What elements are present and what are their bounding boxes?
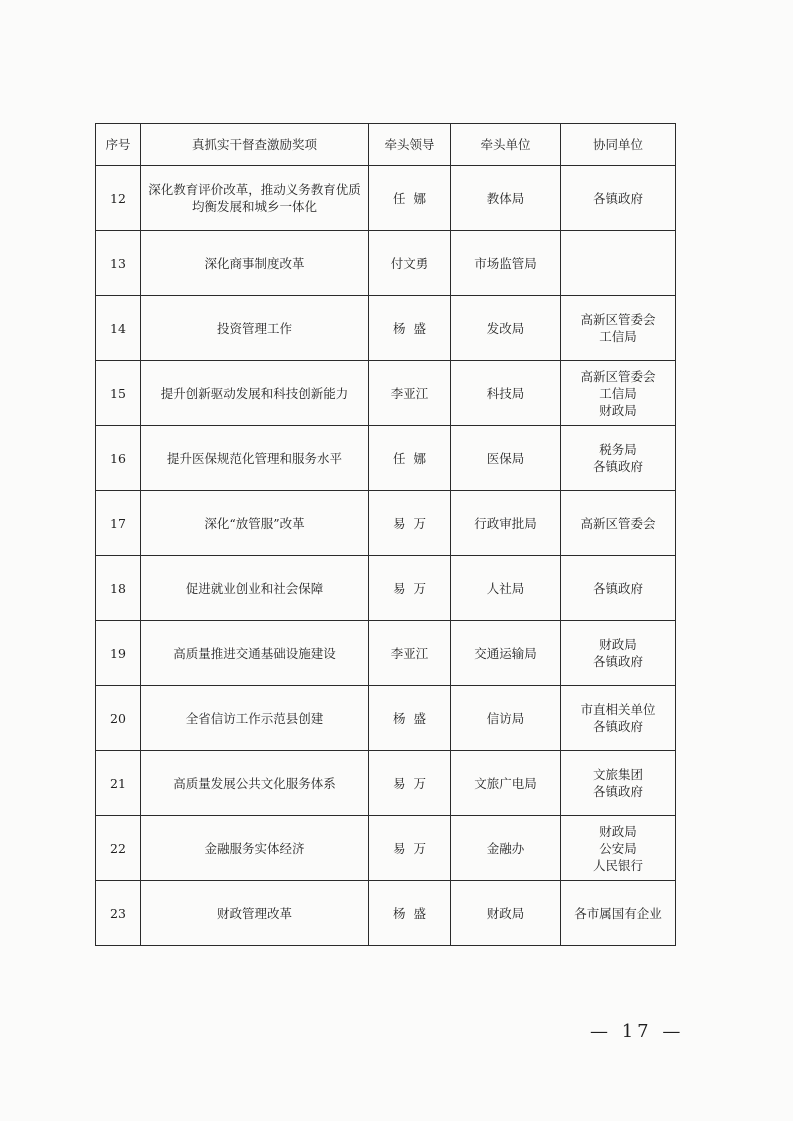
row-award-item: 深化教育评价改革，推动义务教育优质均衡发展和城乡一体化 — [141, 166, 369, 231]
coop-unit-line: 公安局 — [599, 840, 637, 856]
row-lead-unit: 财政局 — [451, 881, 561, 946]
row-lead-leader: 杨 盛 — [369, 686, 451, 751]
row-lead-leader: 杨 盛 — [369, 296, 451, 361]
row-lead-leader: 付文勇 — [369, 231, 451, 296]
coop-unit-line: 工信局 — [599, 385, 637, 401]
coop-unit-line: 各镇政府 — [592, 784, 643, 799]
row-serial: 23 — [96, 881, 141, 946]
coop-unit-line: 文旅集团 — [592, 767, 643, 782]
row-coop-unit — [561, 426, 676, 491]
coop-unit-line: 各镇政府 — [592, 719, 643, 734]
coop-unit-line: 财政局 — [599, 402, 637, 418]
header-coop-unit: 协同单位 — [561, 124, 676, 166]
row-serial: 12 — [96, 166, 141, 231]
row-serial: 22 — [96, 816, 141, 881]
table-row — [96, 491, 676, 556]
coop-unit-line: 各镇政府 — [592, 190, 643, 206]
row-coop-unit — [561, 556, 676, 621]
coop-unit-line: 市直相关单位 — [580, 702, 656, 717]
row-award-item: 高质量推进交通基础设施建设 — [141, 621, 369, 686]
row-lead-unit: 医保局 — [451, 426, 561, 491]
row-lead-leader: 李亚江 — [369, 361, 451, 426]
incentive-award-table — [95, 123, 676, 946]
row-serial: 15 — [96, 361, 141, 426]
row-coop-unit — [561, 621, 676, 686]
row-award-item: 提升医保规范化管理和服务水平 — [141, 426, 369, 491]
row-coop-unit — [561, 881, 676, 946]
row-coop-unit — [561, 166, 676, 231]
row-serial: 17 — [96, 491, 141, 556]
row-lead-leader: 杨 盛 — [369, 881, 451, 946]
row-lead-unit: 信访局 — [451, 686, 561, 751]
table-body — [96, 166, 676, 946]
row-award-item: 深化“放管服”改革 — [141, 491, 369, 556]
row-lead-unit: 市场监管局 — [451, 231, 561, 296]
row-lead-unit: 金融办 — [451, 816, 561, 881]
row-award-item: 深化商事制度改革 — [141, 231, 369, 296]
row-award-item: 高质量发展公共文化服务体系 — [141, 751, 369, 816]
coop-unit-line: 各镇政府 — [592, 654, 643, 669]
row-lead-unit: 行政审批局 — [451, 491, 561, 556]
coop-unit-line: 高新区管委会 — [580, 368, 656, 384]
coop-unit-line: 各镇政府 — [592, 580, 643, 596]
table-row — [96, 881, 676, 946]
table-row — [96, 751, 676, 816]
row-lead-unit: 教体局 — [451, 166, 561, 231]
coop-unit-line: 各镇政府 — [592, 459, 643, 474]
row-coop-unit — [561, 231, 676, 296]
header-serial: 序号 — [96, 124, 141, 166]
row-lead-leader: 易 万 — [369, 556, 451, 621]
table-row — [96, 231, 676, 296]
row-coop-unit — [561, 816, 676, 881]
row-award-item: 投资管理工作 — [141, 296, 369, 361]
row-award-item: 财政管理改革 — [141, 881, 369, 946]
row-lead-unit: 人社局 — [451, 556, 561, 621]
coop-unit-line: 人民银行 — [592, 857, 643, 873]
row-coop-unit — [561, 296, 676, 361]
table-row — [96, 621, 676, 686]
row-award-item: 促进就业创业和社会保障 — [141, 556, 369, 621]
row-lead-leader: 易 万 — [369, 491, 451, 556]
coop-unit-line: 高新区管委会 — [580, 515, 656, 531]
table-header-row — [96, 124, 676, 166]
coop-unit-line: 高新区管委会 — [580, 312, 656, 327]
row-lead-unit: 科技局 — [451, 361, 561, 426]
row-serial: 19 — [96, 621, 141, 686]
row-lead-leader: 易 万 — [369, 751, 451, 816]
header-lead-unit: 牵头单位 — [451, 124, 561, 166]
coop-unit-line: 各市属国有企业 — [574, 905, 662, 921]
row-coop-unit — [561, 361, 676, 426]
row-serial: 13 — [96, 231, 141, 296]
row-serial: 18 — [96, 556, 141, 621]
row-lead-leader: 易 万 — [369, 816, 451, 881]
table-row — [96, 361, 676, 426]
row-serial: 14 — [96, 296, 141, 361]
table-row — [96, 556, 676, 621]
table-row — [96, 296, 676, 361]
row-coop-unit — [561, 491, 676, 556]
row-lead-leader: 任 娜 — [369, 166, 451, 231]
header-award-item: 真抓实干督查激励奖项 — [141, 124, 369, 166]
coop-unit-line: 财政局 — [599, 823, 637, 839]
row-coop-unit — [561, 751, 676, 816]
table-row — [96, 686, 676, 751]
row-lead-leader: 李亚江 — [369, 621, 451, 686]
row-award-item: 金融服务实体经济 — [141, 816, 369, 881]
table-row — [96, 166, 676, 231]
row-award-item: 提升创新驱动发展和科技创新能力 — [141, 361, 369, 426]
row-lead-unit: 交通运输局 — [451, 621, 561, 686]
row-serial: 16 — [96, 426, 141, 491]
row-lead-leader: 任 娜 — [369, 426, 451, 491]
page-number: — 17 — — [590, 1021, 685, 1042]
row-lead-unit: 文旅广电局 — [451, 751, 561, 816]
row-serial: 20 — [96, 686, 141, 751]
table-row — [96, 816, 676, 881]
coop-unit-line: 财政局 — [599, 637, 637, 652]
row-serial: 21 — [96, 751, 141, 816]
coop-unit-line: 工信局 — [599, 329, 637, 344]
row-award-item: 全省信访工作示范县创建 — [141, 686, 369, 751]
row-coop-unit — [561, 686, 676, 751]
table-row — [96, 426, 676, 491]
coop-unit-line: 税务局 — [599, 442, 637, 457]
header-lead-leader: 牵头领导 — [369, 124, 451, 166]
row-lead-unit: 发改局 — [451, 296, 561, 361]
